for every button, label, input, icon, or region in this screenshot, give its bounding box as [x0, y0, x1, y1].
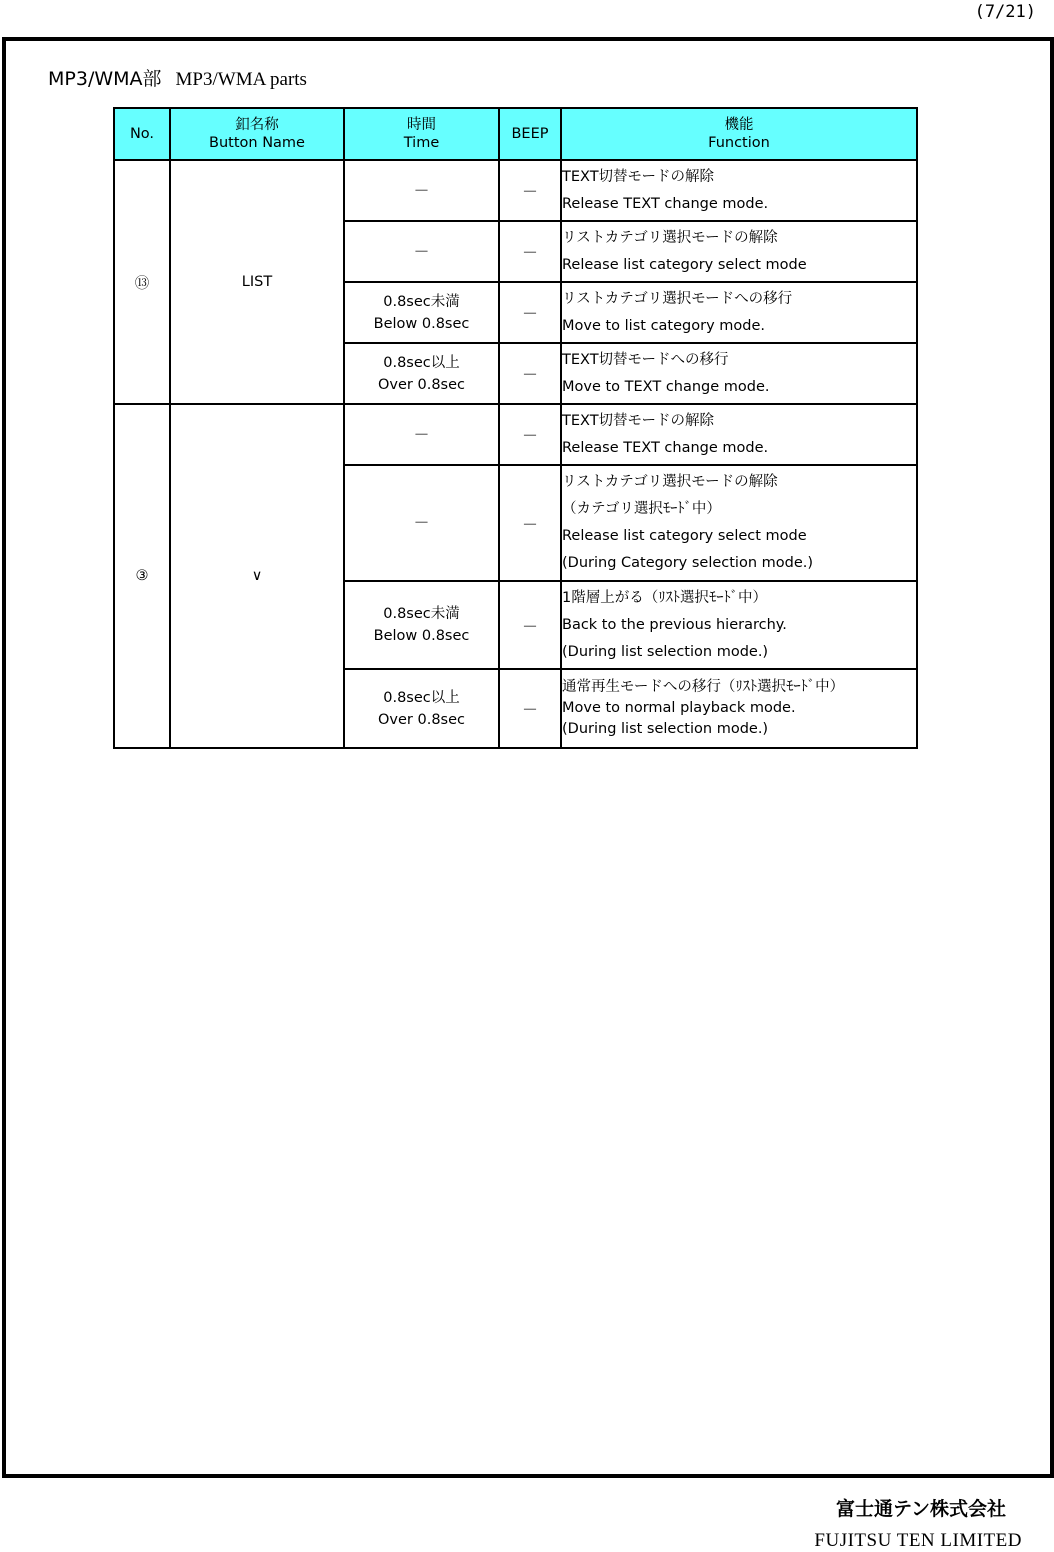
- row-function: [561, 404, 917, 465]
- row-no: ③: [114, 404, 170, 748]
- header-no: No.: [114, 108, 170, 160]
- header-time: [344, 108, 499, 160]
- row-no: ⑬: [114, 160, 170, 404]
- beep-value: －: [521, 304, 538, 323]
- function-line: リストカテゴリ選択モードへの移行: [562, 290, 793, 307]
- header-function-jp: 機能: [724, 117, 754, 133]
- beep-value: －: [521, 514, 538, 534]
- function-line: (During Category selection mode.): [562, 555, 814, 571]
- time-line: Over 0.8sec: [378, 711, 465, 728]
- page-number: (7/21): [974, 2, 1036, 22]
- time-line: Over 0.8sec: [378, 376, 465, 393]
- function-line: リストカテゴリ選択モードの解除: [562, 229, 778, 246]
- row-beep: [499, 221, 561, 282]
- time-line: －: [413, 180, 430, 200]
- header-button-en: Button Name: [209, 135, 305, 151]
- function-line: Release TEXT change mode.: [562, 195, 769, 212]
- row-function: [561, 221, 917, 282]
- header-time-jp: 時間: [407, 117, 436, 133]
- function-line: （カテゴリ選択ﾓｰﾄﾞ中）: [562, 501, 721, 517]
- function-line: Back to the previous hierarchy.: [562, 616, 787, 633]
- function-line: Move to list category mode.: [562, 317, 765, 334]
- function-line: TEXT切替モードの解除: [562, 168, 714, 185]
- company-name-en: FUJITSU TEN LIMITED: [814, 1530, 1022, 1551]
- row-time: [344, 669, 499, 748]
- function-line: リストカテゴリ選択モードの解除: [562, 474, 778, 490]
- row-time: [344, 404, 499, 465]
- row-button-name: ∨: [170, 404, 344, 748]
- button-spec-table: [113, 107, 918, 749]
- row-function: [561, 160, 917, 221]
- header-function: [561, 108, 917, 160]
- beep-value: －: [521, 426, 538, 445]
- function-line: (During list selection mode.): [562, 721, 769, 737]
- section-title-jp: MP3/WMA部: [48, 68, 162, 90]
- row-function: [561, 282, 917, 343]
- header-beep: BEEP: [499, 108, 561, 160]
- row-time: [344, 581, 499, 669]
- function-line: Release list category select mode: [562, 256, 807, 273]
- company-name-jp: 富士通テン株式会社: [835, 1498, 1006, 1520]
- time-line: 0.8sec未満: [383, 606, 460, 622]
- row-beep: [499, 404, 561, 465]
- beep-value: －: [521, 243, 538, 262]
- row-beep: [499, 343, 561, 404]
- row-button-name: LIST: [170, 160, 344, 404]
- row-time: [344, 465, 499, 581]
- header-function-en: Function: [708, 135, 770, 151]
- time-line: Below 0.8sec: [373, 628, 470, 644]
- row-function: [561, 581, 917, 669]
- section-title-en: MP3/WMA parts: [175, 69, 307, 90]
- function-line: Move to TEXT change mode.: [562, 378, 770, 395]
- function-line: TEXT切替モードへの移行: [562, 351, 729, 368]
- row-beep: [499, 160, 561, 221]
- row-beep: [499, 669, 561, 748]
- time-line: －: [413, 513, 430, 532]
- function-line: Move to normal playback mode.: [562, 700, 796, 716]
- function-line: Release list category select mode: [562, 528, 807, 544]
- row-time: [344, 221, 499, 282]
- beep-value: －: [521, 365, 538, 384]
- time-line: 0.8sec未満: [383, 293, 460, 310]
- function-line: (During list selection mode.): [562, 643, 769, 660]
- header-button-name: [170, 108, 344, 160]
- row-time: [344, 343, 499, 404]
- beep-value: －: [521, 700, 538, 719]
- table-row: [114, 404, 917, 465]
- header-time-en: Time: [403, 135, 440, 151]
- function-line: TEXT切替モードの解除: [562, 412, 714, 429]
- time-line: 0.8sec以上: [383, 689, 460, 706]
- beep-value: －: [521, 182, 538, 201]
- time-line: 0.8sec以上: [383, 354, 460, 371]
- row-function: [561, 343, 917, 404]
- time-line: －: [413, 424, 430, 444]
- function-line: 通常再生モードへの移行（ﾘｽﾄ選択ﾓｰﾄﾞ中）: [562, 679, 845, 695]
- function-line: 1階層上がる（ﾘｽﾄ選択ﾓｰﾄﾞ中）: [562, 589, 767, 606]
- time-line: －: [413, 241, 430, 261]
- section-title: [48, 64, 307, 91]
- table-row: [114, 160, 917, 221]
- function-line: Release TEXT change mode.: [562, 439, 769, 456]
- row-function: [561, 669, 917, 748]
- header-button-jp: 釦名称: [235, 117, 279, 133]
- row-function: [561, 465, 917, 581]
- row-time: [344, 160, 499, 221]
- row-beep: [499, 282, 561, 343]
- row-time: [344, 282, 499, 343]
- row-beep: [499, 465, 561, 581]
- row-beep: [499, 581, 561, 669]
- table-header-row: [114, 108, 917, 160]
- time-line: Below 0.8sec: [373, 315, 470, 332]
- beep-value: －: [521, 616, 538, 636]
